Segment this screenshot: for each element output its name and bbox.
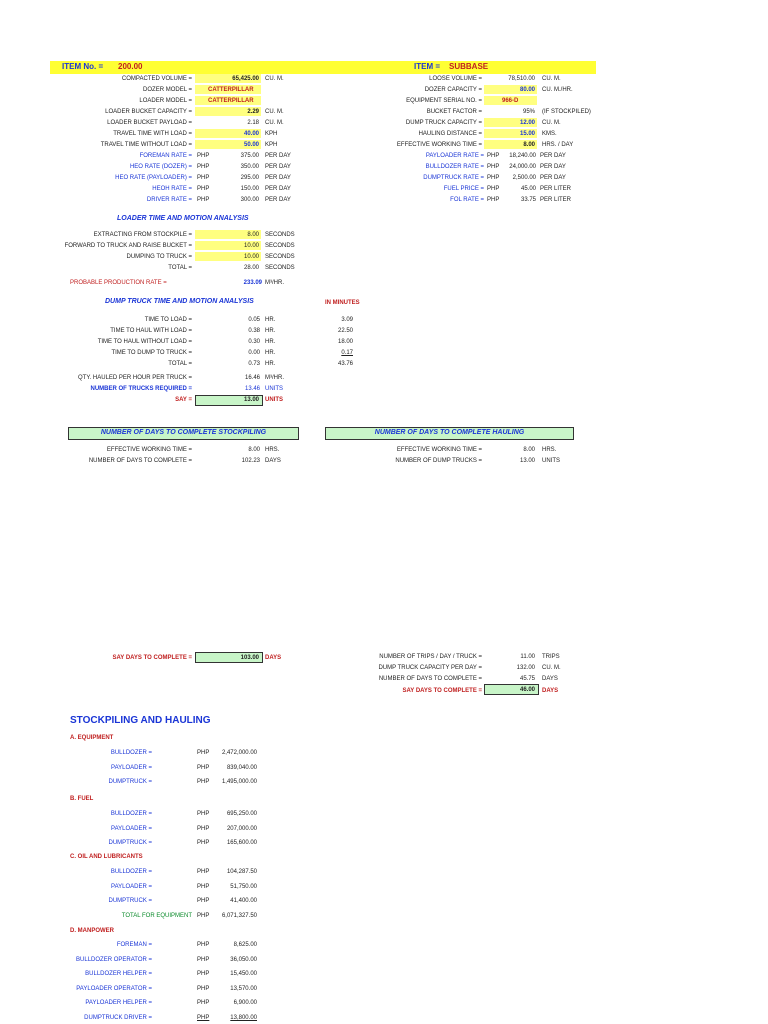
cost-item-currency: PHP: [197, 956, 210, 963]
cost-item-currency: PHP: [197, 779, 210, 785]
rate-currency: PHP: [487, 197, 500, 203]
cost-item-label: PAYLOADER HELPER =: [85, 1000, 152, 1006]
rate-unit: PER DAY: [265, 197, 291, 203]
stock-row-value: 102.23: [241, 458, 260, 464]
haul-row-unit: UNITS: [542, 458, 560, 464]
say-trucks-label: SAY =: [175, 397, 192, 403]
rate-currency: PHP: [487, 175, 500, 181]
qty-hauled-value: 16.46: [244, 375, 260, 381]
costs-title: STOCKPILING AND HAULING: [70, 715, 211, 726]
dump-row-value: 0.00: [248, 350, 260, 356]
cost-item-value: 13,800.00: [230, 1014, 257, 1021]
item-no-label: ITEM No. =: [62, 62, 104, 71]
cost-item-currency: PHP: [197, 869, 210, 875]
rate-unit: PER DAY: [265, 186, 291, 192]
rate-value: 18,240.00: [509, 153, 536, 159]
loader-row-value: 8.00: [247, 232, 259, 238]
param-label: BUCKET FACTOR =: [426, 109, 482, 115]
cost-item-currency: PHP: [197, 750, 210, 756]
param-unit: CU. M./HR.: [542, 87, 573, 93]
cost-item-label: BULLDOZER HELPER =: [85, 971, 152, 977]
cost-item-label: BULLDOZER =: [110, 869, 152, 875]
rate-unit: PER DAY: [540, 153, 566, 159]
stockpiling-title: NUMBER OF DAYS TO COMPLETE STOCKPILING: [100, 429, 267, 436]
haul-trips-value: 45.75: [519, 676, 535, 682]
param-value: 65,425.00: [232, 76, 259, 82]
stock-row-unit: HRS.: [265, 447, 280, 453]
param-label: COMPACTED VOLUME =: [121, 76, 192, 82]
loader-row-unit: SECONDS: [265, 243, 295, 249]
rate-label: FOREMAN RATE =: [139, 153, 192, 159]
in-minutes-title: IN MINUTES: [325, 300, 360, 306]
dump-row-label: TIME TO HAUL WITHOUT LOAD =: [97, 339, 192, 345]
trucks-required-label: NUMBER OF TRUCKS REQUIRED =: [90, 386, 192, 392]
param-value: 2.18: [247, 120, 259, 126]
dump-row-label: TIME TO DUMP TO TRUCK =: [111, 350, 192, 356]
cost-item-label: PAYLOADER =: [111, 825, 152, 832]
param-label: LOADER BUCKET PAYLOAD =: [107, 120, 192, 126]
param-unit: CU. M.: [542, 120, 561, 126]
cost-item-label: FOREMAN =: [116, 942, 152, 948]
param-label: HAULING DISTANCE =: [418, 131, 482, 137]
rate-unit: PER DAY: [265, 175, 291, 181]
cost-item-value: 8,625.00: [233, 942, 257, 948]
param-unit: CU. M.: [265, 120, 284, 126]
dump-row-minutes: 22.50: [337, 328, 353, 334]
rate-value: 300.00: [240, 197, 259, 203]
production-rate-unit: M³/HR.: [265, 280, 284, 286]
rate-label: DRIVER RATE =: [146, 197, 192, 203]
param-label: EQUIPMENT SERIAL NO. =: [406, 98, 482, 104]
item-no-value: 200.00: [118, 62, 143, 71]
rate-value: 375.00: [240, 153, 259, 159]
rate-value: 295.00: [240, 175, 259, 181]
rate-currency: PHP: [197, 164, 210, 170]
dump-row-minutes: 0.17: [341, 350, 353, 356]
stock-row-label: NUMBER OF DAYS TO COMPLETE =: [88, 458, 192, 464]
cost-item-value: 15,450.00: [230, 971, 257, 977]
dump-row-value: 0.73: [248, 361, 260, 367]
param-label: DUMP TRUCK CAPACITY =: [405, 120, 482, 126]
stock-row-unit: DAYS: [265, 458, 281, 464]
cost-item-label: PAYLOADER OPERATOR =: [76, 985, 152, 992]
rate-value: 350.00: [240, 164, 259, 170]
param-unit: KMS.: [542, 131, 557, 137]
cost-item-value: 165,600.00: [226, 840, 257, 846]
loader-row-value: 10.00: [243, 254, 259, 260]
haul-trips-label: DUMP TRUCK CAPACITY PER DAY =: [378, 665, 482, 671]
cost-item-value: 839,040.00: [226, 764, 257, 771]
cost-item-value: 51,750.00: [230, 883, 257, 890]
cost-item-value: 41,400.00: [230, 898, 257, 904]
loader-row-value: 28.00: [243, 265, 259, 271]
cost-item-currency: PHP: [197, 825, 210, 832]
param-value: 8.00: [523, 142, 535, 148]
rate-value: 24,000.00: [509, 164, 536, 170]
param-label: DOZER CAPACITY =: [424, 87, 482, 93]
cost-item-currency: PHP: [197, 1000, 210, 1006]
trucks-required-value: 13.46: [244, 386, 260, 392]
rate-label: HEOH RATE =: [152, 186, 192, 192]
cost-item-currency: PHP: [197, 985, 210, 992]
param-label: LOADER BUCKET CAPACITY =: [105, 109, 192, 115]
dump-row-minutes: 18.00: [337, 339, 353, 345]
param-label: LOOSE VOLUME =: [429, 76, 482, 82]
dump-row-unit: HR.: [265, 317, 276, 323]
param-value: 40.00: [243, 131, 259, 137]
rate-label: HEO RATE (PAYLOADER) =: [115, 175, 192, 181]
rate-unit: PER DAY: [540, 175, 566, 181]
rate-label: FUEL PRICE =: [443, 186, 484, 192]
equipment-total-value: 6,071,327.50: [221, 913, 257, 919]
dump-row-unit: HR.: [265, 328, 276, 334]
dump-row-unit: HR.: [265, 361, 276, 367]
loader-analysis-title: LOADER TIME AND MOTION ANALYSIS: [117, 215, 249, 222]
cost-item-label: DUMPTRUCK =: [108, 898, 152, 904]
cost-item-value: 36,050.00: [230, 956, 257, 963]
loader-row-label: DUMPING TO TRUCK =: [126, 254, 192, 260]
loader-row-label: FORWARD TO TRUCK AND RAISE BUCKET =: [64, 243, 192, 249]
production-rate-value: 233.09: [243, 280, 262, 286]
haul-trips-unit: DAYS: [542, 676, 558, 682]
trucks-required-unit: UNITS: [265, 386, 283, 392]
dump-row-value: 0.38: [248, 328, 260, 334]
cost-item-currency: PHP: [197, 942, 210, 948]
cost-item-currency: PHP: [197, 971, 210, 977]
cost-item-value: 13,570.00: [230, 985, 257, 992]
haul-trips-label: NUMBER OF TRIPS / DAY / TRUCK =: [379, 654, 482, 660]
rate-currency: PHP: [487, 153, 500, 159]
qty-hauled-unit: M³/HR.: [265, 375, 284, 381]
rate-currency: PHP: [197, 197, 210, 203]
haul-trips-label: NUMBER OF DAYS TO COMPLETE =: [378, 676, 482, 682]
param-value: 966-D: [502, 98, 519, 104]
param-value: CATTERPILLAR: [208, 87, 254, 93]
haul-say-unit: DAYS: [542, 688, 559, 694]
loader-row-label: EXTRACTING FROM STOCKPILE =: [93, 232, 192, 238]
cost-item-label: DUMPTRUCK =: [108, 840, 152, 846]
dump-row-minutes: 3.09: [341, 317, 353, 323]
stock-say-unit: DAYS: [265, 655, 282, 661]
param-value: 78,510.00: [508, 76, 535, 82]
haul-row-label: EFFECTIVE WORKING TIME =: [396, 447, 482, 453]
param-label: TRAVEL TIME WITH LOAD =: [113, 131, 192, 137]
loader-row-unit: SECONDS: [265, 254, 295, 260]
param-unit: HRS. / DAY: [542, 142, 574, 148]
param-unit: (IF STOCKPILED): [542, 109, 591, 115]
say-trucks-value: 13.00: [243, 397, 259, 403]
param-unit: CU. M.: [265, 109, 284, 115]
item-value: SUBBASE: [449, 62, 489, 71]
loader-row-unit: SECONDS: [265, 232, 295, 238]
dump-row-label: TIME TO LOAD =: [144, 317, 192, 323]
loader-row-label: TOTAL =: [168, 265, 192, 271]
rate-currency: PHP: [197, 175, 210, 181]
rate-label: FOL RATE =: [450, 197, 484, 203]
dump-analysis-title: DUMP TRUCK TIME AND MOTION ANALYSIS: [105, 298, 254, 305]
cost-section-heading: B. FUEL: [70, 796, 94, 802]
cost-item-label: BULLDOZER =: [110, 811, 152, 817]
rate-label: PAYLOADER RATE =: [425, 153, 484, 159]
dump-row-label: TOTAL =: [168, 361, 192, 367]
cost-item-label: BULLDOZER =: [110, 750, 152, 756]
haul-say-label: SAY DAYS TO COMPLETE =: [402, 688, 482, 694]
haul-row-value: 13.00: [519, 458, 535, 464]
rate-label: BULLDOZER RATE =: [425, 164, 484, 170]
cost-item-label: PAYLOADER =: [111, 883, 152, 890]
loader-row-unit: SECONDS: [265, 265, 295, 271]
rate-unit: PER LITER: [540, 186, 572, 192]
cost-item-value: 695,250.00: [226, 811, 257, 817]
rate-currency: PHP: [487, 186, 500, 192]
param-value: 2.29: [247, 109, 259, 115]
param-value: 95%: [522, 109, 535, 115]
param-unit: KPH: [265, 142, 278, 148]
param-label: LOADER MODEL =: [139, 98, 192, 104]
dump-row-unit: HR.: [265, 350, 276, 356]
loader-row-value: 10.00: [243, 243, 259, 249]
stock-say-value: 103.00: [240, 655, 259, 661]
item-label: ITEM =: [414, 62, 441, 71]
equipment-total-label: TOTAL FOR EQUIPMENT: [121, 913, 192, 919]
param-value: 80.00: [519, 87, 535, 93]
cost-item-value: 2,472,000.00: [221, 750, 257, 756]
param-unit: CU. M.: [542, 76, 561, 82]
dump-row-value: 0.05: [248, 317, 260, 323]
param-value: 12.00: [519, 120, 535, 126]
haul-row-value: 8.00: [523, 447, 535, 453]
dump-row-label: TIME TO HAUL WITH LOAD =: [110, 328, 192, 334]
haul-trips-unit: TRIPS: [542, 654, 560, 660]
param-value: 15.00: [519, 131, 535, 137]
cost-item-currency: PHP: [197, 811, 210, 817]
rate-currency: PHP: [487, 164, 500, 170]
cost-section-heading: D. MANPOWER: [70, 928, 114, 934]
cost-item-currency: PHP: [197, 1014, 210, 1021]
stock-row-label: EFFECTIVE WORKING TIME =: [106, 447, 192, 453]
cost-item-label: BULLDOZER OPERATOR =: [76, 956, 152, 963]
haul-trips-value: 11.00: [520, 654, 535, 660]
dump-row-minutes: 43.76: [337, 361, 353, 367]
cost-item-currency: PHP: [197, 898, 210, 904]
cost-section-heading: A. EQUIPMENT: [70, 735, 114, 741]
haul-trips-unit: CU. M.: [542, 665, 561, 671]
cost-item-value: 1,495,000.00: [221, 779, 257, 785]
param-label: TRAVEL TIME WITHOUT LOAD =: [100, 142, 192, 148]
rate-value: 33.75: [520, 197, 536, 203]
hauling-title: NUMBER OF DAYS TO COMPLETE HAULING: [374, 429, 525, 436]
cost-item-currency: PHP: [197, 764, 210, 771]
production-rate-label: PROBABLE PRODUCTION RATE =: [70, 280, 167, 286]
rate-unit: PER DAY: [265, 164, 291, 170]
cost-item-label: PAYLOADER =: [111, 764, 152, 771]
equipment-total-currency: PHP: [197, 913, 210, 919]
qty-hauled-label: QTY. HAULED PER HOUR PER TRUCK =: [78, 375, 192, 381]
param-value: CATTERPILLAR: [208, 98, 254, 104]
stock-say-label: SAY DAYS TO COMPLETE =: [112, 655, 192, 661]
rate-currency: PHP: [197, 186, 210, 192]
cost-item-label: DUMPTRUCK DRIVER =: [84, 1014, 152, 1021]
rate-label: DUMPTRUCK RATE =: [423, 175, 484, 181]
rate-unit: PER DAY: [265, 153, 291, 159]
param-unit: CU. M.: [265, 76, 284, 82]
cost-item-currency: PHP: [197, 883, 210, 890]
cost-section-heading: C. OIL AND LUBRICANTS: [70, 854, 143, 860]
rate-value: 150.00: [240, 186, 259, 192]
rate-currency: PHP: [197, 153, 210, 159]
rate-value: 45.00: [520, 186, 536, 192]
dump-row-value: 0.30: [248, 339, 260, 345]
cost-item-value: 6,900.00: [233, 1000, 257, 1006]
cost-item-value: 207,000.00: [226, 825, 257, 832]
rate-unit: PER DAY: [540, 164, 566, 170]
say-trucks-unit: UNITS: [265, 397, 283, 403]
cost-item-label: DUMPTRUCK =: [108, 779, 152, 785]
rate-unit: PER LITER: [540, 197, 572, 203]
cost-item-value: 104,287.50: [226, 869, 257, 875]
haul-trips-value: 132.00: [516, 665, 535, 671]
haul-row-unit: HRS.: [542, 447, 557, 453]
haul-row-label: NUMBER OF DUMP TRUCKS =: [395, 458, 482, 464]
dump-row-unit: HR.: [265, 339, 276, 345]
haul-say-value: 46.00: [519, 687, 535, 693]
param-value: 50.00: [243, 142, 259, 148]
param-label: DOZER MODEL =: [143, 87, 192, 93]
rate-label: HEO RATE (DOZER) =: [129, 164, 192, 170]
rate-value: 2,500.00: [512, 175, 536, 181]
param-label: EFFECTIVE WORKING TIME =: [396, 142, 482, 148]
param-unit: KPH: [265, 131, 278, 137]
cost-item-currency: PHP: [197, 840, 210, 846]
stock-row-value: 8.00: [248, 447, 260, 453]
